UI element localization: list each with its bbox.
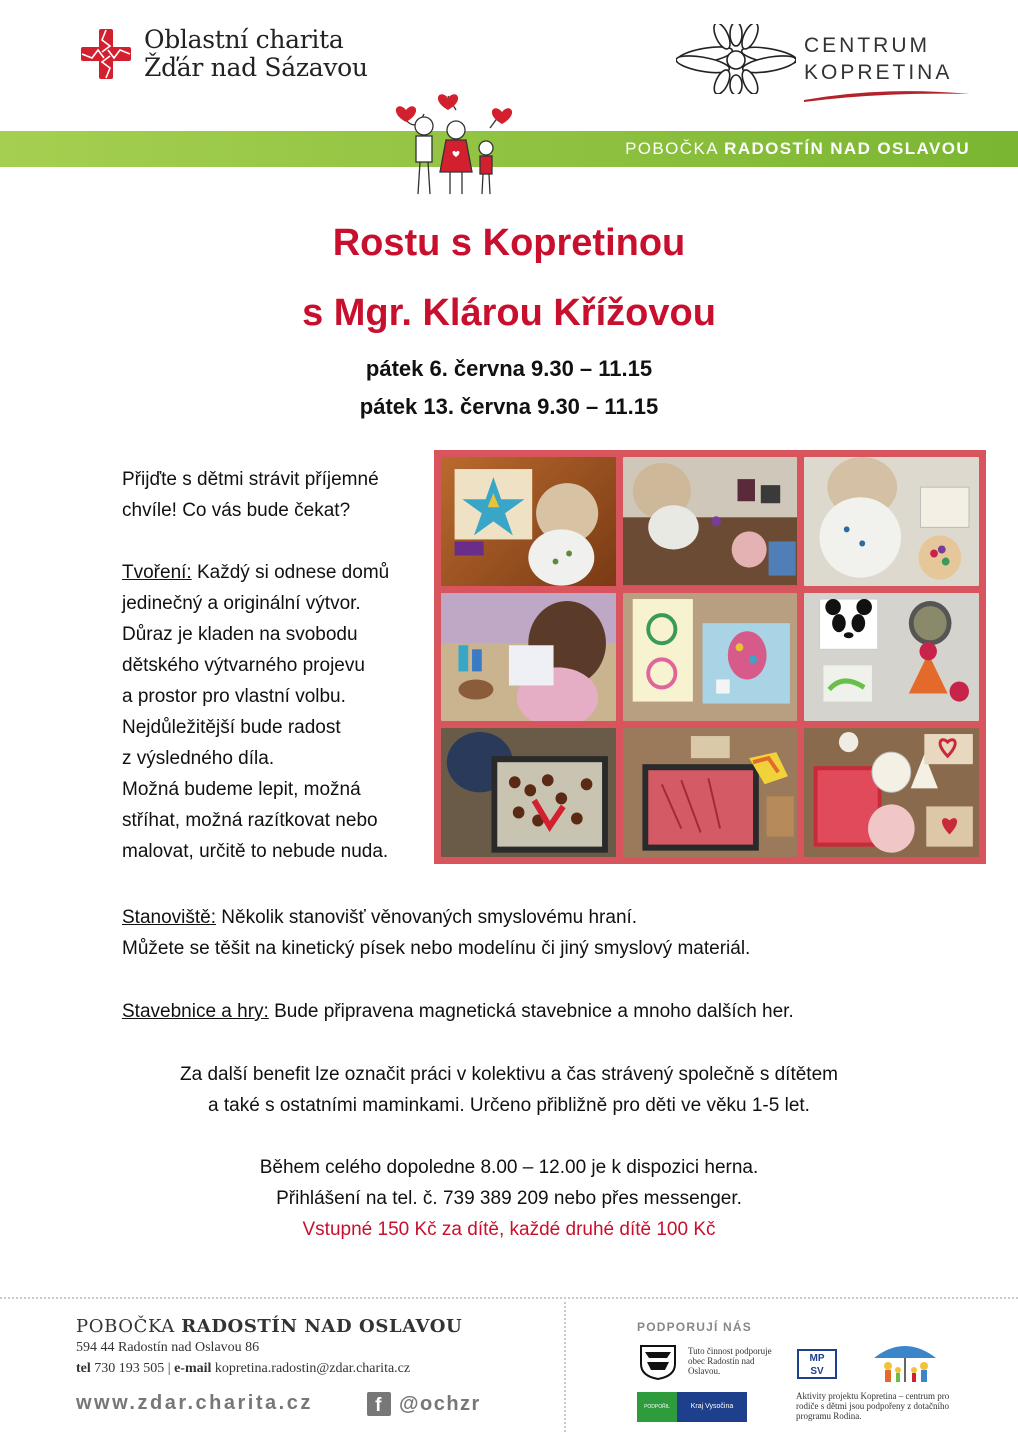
intro-line-2: chvíle! Co vás bude čekat? <box>122 500 351 521</box>
footer-branch-prefix: POBOČKA <box>76 1316 175 1337</box>
info-line-1: Během celého dopoledne 8.00 – 12.00 je k dispozici herna. <box>259 1157 759 1178</box>
charita-logo <box>78 26 368 82</box>
footer-web-link[interactable]: www.zdar.charita.cz <box>76 1392 313 1414</box>
branch-name: RADOSTÍN NAD OSLAVOU <box>724 139 970 158</box>
footer-divider <box>0 1297 1018 1299</box>
tvoreni-line: malovat, určitě to nebude nuda. <box>122 841 389 862</box>
family-umbrella-icon <box>868 1340 942 1386</box>
price-text: Vstupné 150 Kč za dítě, každé druhé dítě 100 Kč <box>302 1219 716 1240</box>
stanoviste-section <box>122 902 922 964</box>
intro-section <box>122 464 422 867</box>
photo-artworks <box>623 593 798 722</box>
stavebnice-section <box>122 996 922 1027</box>
footer-social-handle[interactable]: @ochzr <box>399 1392 481 1415</box>
branch-prefix: POBOČKA <box>625 139 719 158</box>
kopretina-logo <box>676 24 953 98</box>
family-drawing <box>386 92 516 200</box>
footer-email-link[interactable]: kopretina.radostin@zdar.charita.cz <box>211 1361 411 1376</box>
event-subtitle: s Mgr. Klárou Křížovou <box>302 292 716 334</box>
footer-vertical-divider <box>564 1302 566 1432</box>
stanoviste-line-2: Můžete se těšit na kinetický písek nebo modelínu či jiný smyslový materiál. <box>122 938 751 959</box>
info-line-2: Přihlášení na tel. č. 739 389 209 nebo přes messenger. <box>276 1188 742 1209</box>
centrum-line2: KOPRETINA <box>804 61 953 84</box>
event-date-1: pátek 6. června 9.30 – 11.15 <box>365 356 653 381</box>
photo-sensory-tray <box>623 457 798 586</box>
stanoviste-text: Několik stanovišť věnovaných smyslovému hraní. <box>216 907 638 928</box>
benefit-section <box>0 1059 1018 1121</box>
daisy-icon <box>676 24 796 94</box>
facebook-icon[interactable]: f <box>367 1392 391 1416</box>
intro-line-1: Přijďte s dětmi strávit příjemné <box>122 469 379 490</box>
tvoreni-label: Tvoření: <box>122 562 192 583</box>
kraj-podporil-label: PODPOŘIL <box>637 1392 677 1422</box>
footer-address: 594 44 Radostín nad Oslavou 86 <box>76 1340 260 1355</box>
centrum-line1: CENTRUM <box>804 34 930 57</box>
tvoreni-line: a prostor pro vlastní volbu. <box>122 686 346 707</box>
charita-cross-icon <box>78 26 134 82</box>
photo-pink-sand <box>623 728 798 857</box>
tvoreni-first-text: Každý si odnese domů <box>191 562 390 583</box>
charita-name-line2: Žďár nad Sázavou <box>144 53 368 82</box>
photo-painting-child <box>441 593 616 722</box>
kopretina-support-text: Aktivity projektu Kopretina – centrum pro rodiče s dětmi jsou podpořeny z dotačního programu Rodina. <box>796 1391 950 1421</box>
support-title: PODPORUJÍ NÁS <box>637 1320 752 1334</box>
mpsv-line1: MP <box>809 1353 825 1364</box>
footer-social[interactable] <box>367 1392 481 1416</box>
charita-name-line1: Oblastní charita <box>144 25 344 54</box>
photo-magnetic-blocks <box>441 457 616 586</box>
stanoviste-label: Stanoviště: <box>122 907 216 928</box>
tvoreni-line: dětského výtvarného projevu <box>122 655 365 676</box>
info-section <box>0 1152 1018 1245</box>
stavebnice-text: Bude připravena magnetická stavebnice a mnoho dalších her. <box>268 1001 794 1022</box>
benefit-line-2: a také s ostatními maminkami. Určeno přibližně pro děti ve věku 1-5 let. <box>208 1095 810 1116</box>
photo-heart-tray <box>804 728 979 857</box>
tvoreni-line: Důraz je kladen na svobodu <box>122 624 358 645</box>
event-date-2: pátek 13. června 9.30 – 11.15 <box>359 394 659 419</box>
kraj-vysocina-label: Kraj Vysočina <box>677 1392 747 1422</box>
footer-contact <box>76 1361 410 1377</box>
benefit-line-1: Za další benefit lze označit práci v kolektivu a čas strávený společně s dítětem <box>180 1064 838 1085</box>
event-title: Rostu s Kopretinou <box>332 222 686 264</box>
photo-panda-tray <box>804 593 979 722</box>
photo-beads <box>804 457 979 586</box>
tvoreni-line: jedinečný a originální výtvor. <box>122 593 361 614</box>
mpsv-line2: SV <box>810 1366 824 1377</box>
photo-collage <box>434 450 986 864</box>
footer-email-label: e-mail <box>174 1361 212 1376</box>
obec-coat-of-arms-icon <box>637 1344 679 1380</box>
kraj-vysocina-logo <box>637 1392 747 1422</box>
footer-tel: 730 193 505 | <box>90 1361 175 1376</box>
tvoreni-first-line <box>122 557 422 588</box>
footer-branch-name: RADOSTÍN NAD OSLAVOU <box>181 1316 463 1337</box>
obec-support-text: Tuto činnost podporuje obec Radostín nad Oslavou. <box>688 1346 772 1376</box>
tvoreni-line: Možná budeme lepit, možná <box>122 779 361 800</box>
footer-tel-label: tel <box>76 1361 91 1376</box>
footer-branch <box>76 1316 462 1337</box>
tvoreni-line: Nejdůležitější bude radost <box>122 717 341 738</box>
photo-chestnuts <box>441 728 616 857</box>
stanoviste-line-1 <box>122 902 922 933</box>
stavebnice-label: Stavebnice a hry: <box>122 1001 269 1022</box>
swoosh-icon <box>802 84 972 104</box>
tvoreni-line: stříhat, možná razítkovat nebo <box>122 810 378 831</box>
tvoreni-line: z výsledného díla. <box>122 748 275 769</box>
mpsv-logo <box>797 1349 837 1379</box>
